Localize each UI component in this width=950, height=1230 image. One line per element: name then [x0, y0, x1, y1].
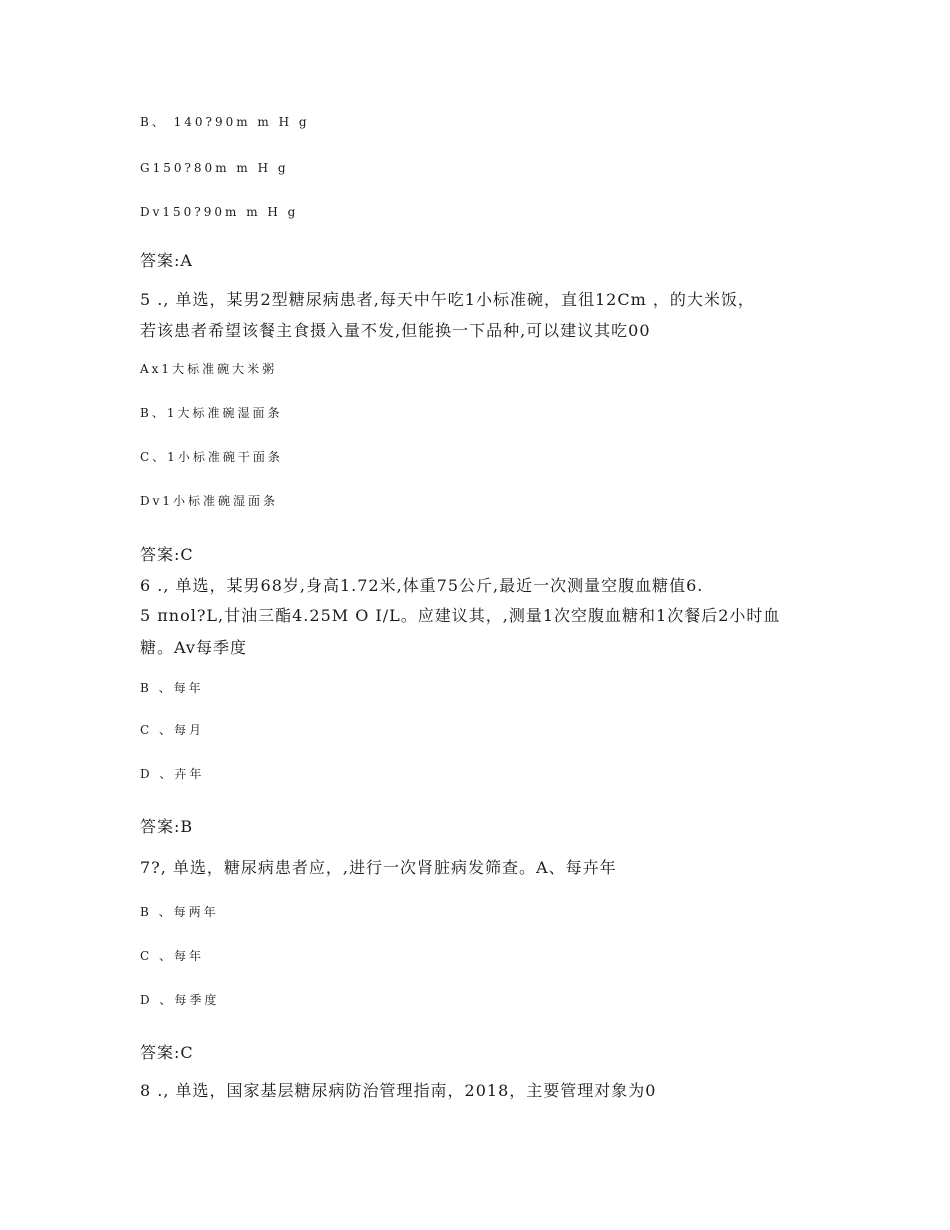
q7-option-b: B 、每两年 [140, 905, 219, 919]
q6-option-d: D 、卉年 [140, 767, 205, 781]
question-6-line-3: 糖。Av每季度 [140, 638, 247, 657]
answer-line: 答案:C [140, 1043, 194, 1062]
question-5-line-2: 若该患者希望该餐主食摄入量不发,但能换一下品种,可以建议其吃00 [140, 321, 651, 340]
option-c-line: G150?80m m H g [140, 161, 289, 175]
q6-option-b: B 、每年 [140, 681, 204, 695]
q5-option-a: Ax1大标准碗大米粥 [140, 362, 278, 376]
q6-option-c: C 、每月 [140, 723, 204, 737]
question-5-line-1: 5 ., 单选，某男2型糖尿病患者,每天中午吃1小标准碗，直徂12Cm ，的大米饭， [140, 290, 755, 309]
question-6-line-2: 5 πnol?L,甘油三酯4.25M O I/L。应建议其，,测量1次空腹血糖和1次餐后2小时血 [140, 606, 781, 625]
q5-option-d: Dv1小标准碗湿面条 [140, 494, 279, 508]
question-8-line-1: 8 ., 单选，国家基层糖尿病防治管理指南，2018，主要管理对象为0 [140, 1081, 657, 1100]
q5-option-c: C、1小标准碗干面条 [140, 450, 283, 464]
q7-option-c: C 、每年 [140, 949, 204, 963]
q7-option-d: D 、每季度 [140, 993, 220, 1007]
option-b-line: B、 140?90m m H g [140, 115, 310, 129]
question-6-line-1: 6 ., 单选，某男68岁,身高1.72米,体重75公斤,最近一次测量空腹血糖值6. [140, 576, 704, 595]
q5-option-b: B、1大标准碗湿面条 [140, 406, 283, 420]
question-7-line-1: 7?, 单选，糖尿病患者应，,进行一次肾脏病发筛查。A、每卉年 [140, 858, 617, 877]
option-d-line: Dv150?90m m H g [140, 205, 299, 219]
answer-line: 答案:B [140, 817, 194, 836]
answer-line: 答案:A [140, 251, 193, 270]
answer-line: 答案:C [140, 545, 194, 564]
